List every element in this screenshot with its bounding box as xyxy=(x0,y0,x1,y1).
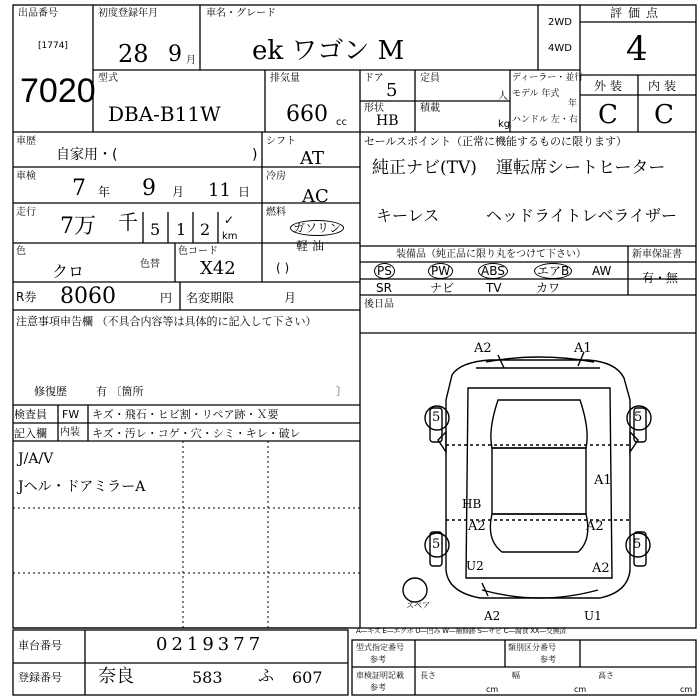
inspection-year-unit: 年 xyxy=(98,185,111,199)
car-name: ek ワゴン M xyxy=(252,36,405,66)
lot-label: 出品番号 xyxy=(18,8,58,19)
mark-a2-rside: A2 xyxy=(592,561,610,576)
mileage-unit: km xyxy=(222,231,238,242)
registration-number: 607 xyxy=(292,668,323,687)
first-reg-month: 9 xyxy=(168,42,182,67)
equip-sr: SR xyxy=(376,281,392,295)
history-value: 自家用・( xyxy=(56,147,118,163)
mileage-label: 走行 xyxy=(16,207,36,218)
first-reg-month-unit: 月 xyxy=(186,55,196,66)
dealer-label: ディーラー・並行 xyxy=(512,73,584,83)
color-code-label: 色コード xyxy=(178,246,218,257)
handle-label: ハンドル 左・右 xyxy=(512,115,578,125)
bt-length: 長さ xyxy=(420,671,436,680)
bt-type-label: 型式指定番号 xyxy=(356,643,404,652)
equip-tv: TV xyxy=(486,281,502,295)
registration-label: 登録番号 xyxy=(18,671,62,684)
inspection-day-unit: 日 xyxy=(238,185,251,199)
inspection-month: 9 xyxy=(142,176,156,201)
bt-width: 幅 xyxy=(512,671,520,680)
chassis-value: 0219377 xyxy=(156,634,265,655)
bt-height: 高さ xyxy=(598,671,614,680)
mark-a1-top: A1 xyxy=(574,341,592,356)
fuel-gasoline xyxy=(290,222,344,234)
name-change-unit: 月 xyxy=(284,291,297,305)
exterior-label: 外装 xyxy=(594,79,627,93)
recycle-unit: 円 xyxy=(160,291,173,305)
new-car-label: 新車保証書 xyxy=(632,249,682,260)
capacity-unit: 人 xyxy=(498,91,508,102)
displacement-value: 660 xyxy=(286,102,328,127)
inspector-interior-text: キズ・汚レ・コゲ・穴・シミ・キレ・破レ xyxy=(92,427,301,440)
inspector-interior: 内装 xyxy=(60,427,80,438)
name-change-label: 名変期限 xyxy=(186,291,235,305)
spare-label: スペア xyxy=(406,601,430,610)
inspection-month-unit: 月 xyxy=(172,185,185,199)
mark-a2-rear: A2 xyxy=(468,519,486,534)
mileage-man: 7万 xyxy=(60,214,96,239)
equip-pw xyxy=(428,265,453,277)
equip-ps xyxy=(374,265,395,277)
car-diagram xyxy=(403,352,651,602)
registration-class: 583 xyxy=(192,668,223,687)
equip-abs-text: ABS xyxy=(478,263,508,279)
lot-small: [1774] xyxy=(38,41,68,51)
mark-a2-side: A2 xyxy=(586,519,604,534)
bt-cert-label: 車検証明記載 xyxy=(356,671,404,680)
model-value: DBA-B11W xyxy=(108,102,221,126)
inspector-label2: 記入欄 xyxy=(14,427,47,440)
equip-airbag-text: エアB xyxy=(534,263,572,279)
inspection-day: 11 xyxy=(208,180,231,201)
interior-label: 内装 xyxy=(648,79,681,93)
tire-rr: 5 xyxy=(633,537,642,552)
drive-4wd: 4WD xyxy=(548,43,572,54)
displacement-label: 排気量 xyxy=(270,73,300,84)
load-label: 積載 xyxy=(420,103,440,114)
color-code-value: X42 xyxy=(200,258,236,279)
displacement-unit: cc xyxy=(336,117,347,128)
chassis-label: 車台番号 xyxy=(18,639,62,652)
note-line-2: Jヘル・ドアミラーA xyxy=(18,479,146,495)
mark-u1: U1 xyxy=(584,609,602,623)
aircon-value: AC xyxy=(302,186,329,207)
color-label: 色 xyxy=(16,246,26,257)
equip-navi: ナビ xyxy=(430,281,455,295)
later-doc-label: 後日品 xyxy=(364,299,394,310)
recycle-label: R券 xyxy=(16,290,37,304)
mark-a2-bot: A2 xyxy=(484,609,501,623)
evaluation-label: 評価点 xyxy=(610,6,665,20)
mileage-sen: 千 xyxy=(118,210,138,234)
capacity-label: 定員 xyxy=(420,73,440,84)
selling-point-4: ヘッドライトレベライザー xyxy=(486,206,678,225)
mileage-d2: 1 xyxy=(176,220,187,239)
equip-airbag xyxy=(534,265,572,277)
shape-label: 形状 xyxy=(364,103,384,114)
lot-number: 7020 xyxy=(20,72,96,110)
repair-value: 有 〔箇所 xyxy=(96,385,144,398)
equip-pw-text: PW xyxy=(428,263,453,279)
inspector-fw-text: キズ・飛石・ヒビ割・リペア跡・Ｘ要 xyxy=(92,408,279,421)
inspection-label: 車検 xyxy=(16,171,36,182)
first-reg-label: 初度登録年月 xyxy=(98,8,158,19)
shift-value: AT xyxy=(300,148,325,169)
fuel-diesel: 軽油 xyxy=(296,239,329,253)
bt-ref-3: 参考 xyxy=(370,683,386,692)
bt-ref-1: 参考 xyxy=(370,655,386,664)
shape-value: HB xyxy=(376,113,399,129)
color-value: クロ xyxy=(52,262,85,281)
notes-label: 注意事項申告欄 （不具合内容等は具体的に記入して下さい） xyxy=(16,315,317,328)
inspector-label1: 検査員 xyxy=(14,408,47,421)
exterior-grade: C xyxy=(598,100,618,130)
equip-leather: カワ xyxy=(536,281,561,295)
registration-kana: ふ xyxy=(258,666,275,685)
mileage-d3: 2 xyxy=(200,220,211,239)
bt-cm-1: cm xyxy=(486,685,499,694)
fuel-gasoline-circled: ガソリン xyxy=(290,220,344,236)
selling-point-1: 純正ナビ(TV) xyxy=(372,158,477,178)
tire-fl: 5 xyxy=(432,410,441,425)
mark-a1-mid: A1 xyxy=(594,473,612,488)
bt-class-label: 類別区分番号 xyxy=(508,643,556,652)
mark-a2-top: A2 xyxy=(474,341,492,356)
car-label: 車名・グレード xyxy=(206,8,276,19)
fuel-label: 燃料 xyxy=(266,207,286,218)
aircon-label: 冷房 xyxy=(266,171,286,182)
first-reg-year: 28 xyxy=(118,40,149,68)
inspection-year: 7 xyxy=(72,176,86,201)
tire-rl: 5 xyxy=(432,537,441,552)
equipment-label: 装備品（純正品に限り丸をつけて下さい） xyxy=(396,249,586,260)
equip-ps-text: PS xyxy=(374,263,395,279)
equip-aw: AW xyxy=(592,264,612,278)
registration-region: 奈良 xyxy=(98,666,134,687)
equip-abs xyxy=(478,265,508,277)
evaluation-score: 4 xyxy=(626,29,648,69)
mark-u2: U2 xyxy=(466,559,484,573)
model-label: 型式 xyxy=(98,73,118,84)
mark-hb: HB xyxy=(462,497,482,511)
selling-point-3: キーレス xyxy=(376,206,440,225)
selling-points-label: セールスポイント（正常に機能するものに限ります） xyxy=(364,135,628,148)
load-unit: kg xyxy=(498,119,511,130)
inspector-fw: FW xyxy=(62,408,80,421)
doors-value: 5 xyxy=(386,80,398,101)
new-car-value: 有・無 xyxy=(642,271,679,285)
repair-label: 修復歴 xyxy=(34,385,67,398)
history-label: 車歴 xyxy=(16,136,36,147)
recycle-value: 8060 xyxy=(60,284,116,309)
tire-fr: 5 xyxy=(634,410,643,425)
mileage-check: ✓ xyxy=(224,213,235,227)
interior-grade: C xyxy=(654,100,674,130)
repair-close: 〕 xyxy=(336,385,347,398)
bt-cm-3: cm xyxy=(680,685,693,694)
year-unit: 年 xyxy=(568,99,578,109)
fuel-paren: ( ) xyxy=(276,261,290,275)
color-tone-label: 色替 xyxy=(140,259,160,270)
drive-2wd: 2WD xyxy=(548,17,572,28)
damage-legend: A—キズ E—エクボ U—凹み W—補修跡 S—サビ C—腐食 XX—交換済 xyxy=(356,627,566,635)
shift-label: シフト xyxy=(266,136,296,147)
history-close: ) xyxy=(252,147,258,163)
note-line-1: J/A/V xyxy=(18,451,54,467)
bt-ref-2: 参考 xyxy=(540,655,556,664)
bt-cm-2: cm xyxy=(574,685,587,694)
selling-point-2: 運転席シートヒーター xyxy=(496,158,666,178)
doors-label: ドア xyxy=(364,73,384,84)
mileage-d1: 5 xyxy=(150,220,161,239)
model-year-label: モデル 年式 xyxy=(512,89,560,99)
